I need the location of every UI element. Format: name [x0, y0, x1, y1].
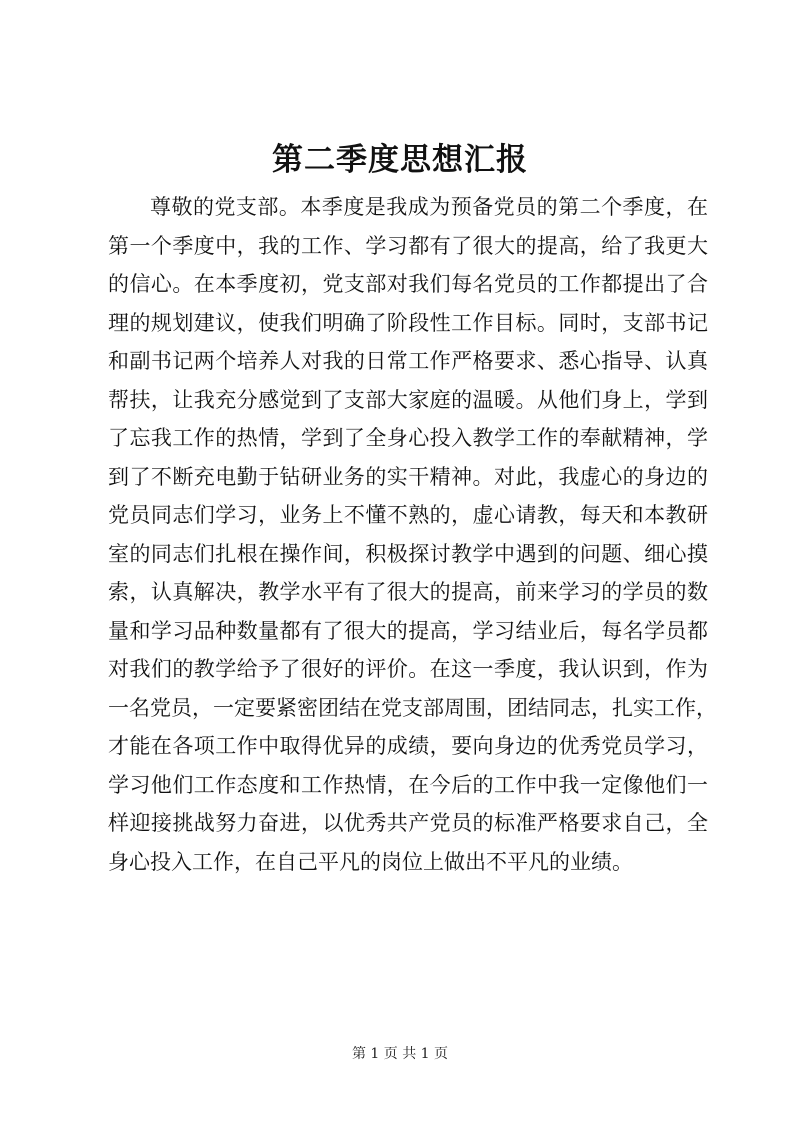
- body-line: 学习他们工作态度和工作热情，在今后的工作中我一定像他们一: [108, 772, 708, 797]
- body-line: 到了不断充电勤于钻研业务的实干精神。对此，我虚心的身边的: [108, 464, 708, 489]
- body-line: 帮扶，让我充分感觉到了支部大家庭的温暖。从他们身上，学到: [108, 387, 708, 412]
- body-line: 室的同志们扎根在操作间，积极探讨教学中遇到的问题、细心摸: [108, 541, 708, 566]
- body-line: 理的规划建议，使我们明确了阶段性工作目标。同时，支部书记: [108, 310, 708, 335]
- document-title: 第二季度思想汇报: [272, 142, 528, 178]
- body-line: 第一个季度中，我的工作、学习都有了很大的提高，给了我更大: [108, 233, 708, 258]
- body-line: 样迎接挑战努力奋进，以优秀共产党员的标准严格要求自己，全: [108, 811, 708, 835]
- body-line: 对我们的教学给予了很好的评价。在这一季度，我认识到，作为: [108, 657, 708, 681]
- body-line: 的信心。在本季度初，党支部对我们每名党员的工作都提出了合: [108, 272, 708, 296]
- body-line: 党员同志们学习，业务上不懂不熟的，虚心请教，每天和本教研: [108, 503, 708, 527]
- body-line: 一名党员，一定要紧密团结在党支部周围，团结同志，扎实工作，: [108, 695, 717, 720]
- body-line: 索，认真解决，教学水平有了很大的提高，前来学习的学员的数: [108, 580, 708, 604]
- document-body: [108, 188, 717, 881]
- body-line: 尊敬的党支部。本季度是我成为预备党员的第二个季度，在: [150, 195, 708, 219]
- body-line: 才能在各项工作中取得优异的成绩，要向身边的优秀党员学习，: [108, 734, 708, 758]
- body-line: 量和学习品种数量都有了很大的提高，学习结业后，每名学员都: [108, 618, 708, 643]
- body-line: 和副书记两个培养人对我的日常工作严格要求、悉心指导、认真: [108, 349, 708, 373]
- body-line: 了忘我工作的热情，学到了全身心投入教学工作的奉献精神，学: [108, 426, 708, 450]
- page-footer: 第 1 页 共 1 页: [351, 1046, 449, 1062]
- body-line: 身心投入工作，在自己平凡的岗位上做出不平凡的业绩。: [108, 849, 633, 874]
